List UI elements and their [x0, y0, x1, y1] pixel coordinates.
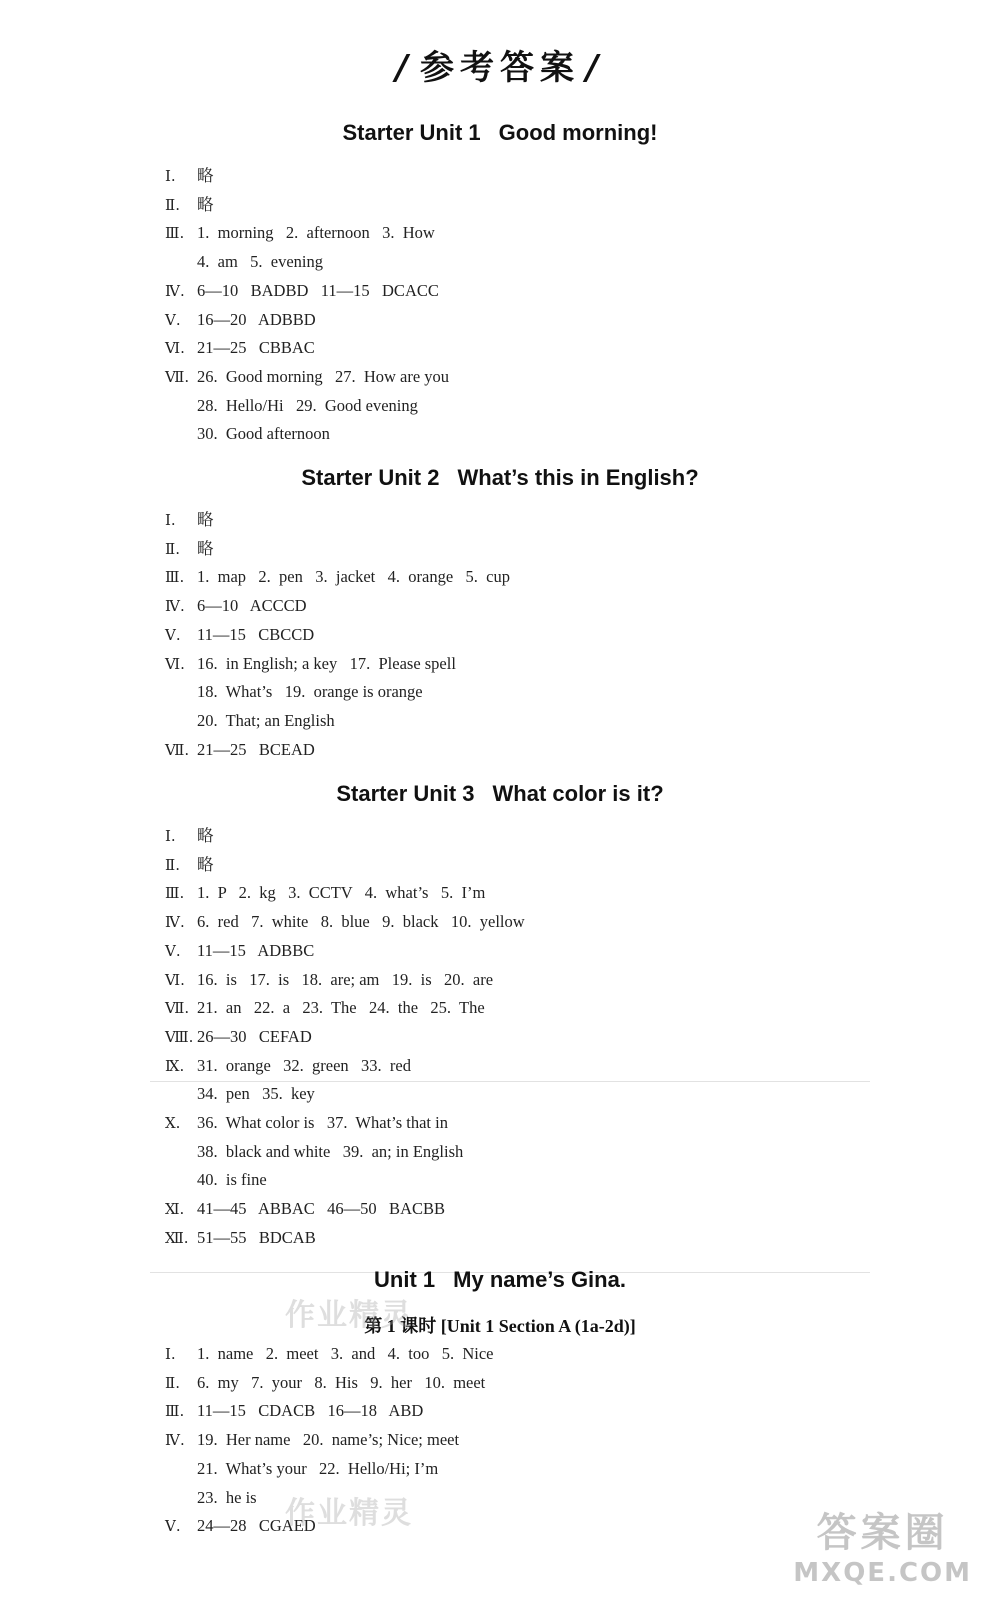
answer-line [165, 625, 314, 645]
answer-line [165, 970, 493, 990]
answer-line [165, 510, 214, 530]
answer-line [165, 654, 456, 674]
lesson-heading: 第 1 课时 [Unit 1 Section A (1a-2d)] [364, 1316, 636, 1336]
unit-heading-starter-1: Starter Unit 1 Good morning! [342, 120, 658, 145]
answer-text: 24—28 CGAED [197, 1516, 316, 1536]
answer-text: 1. name 2. meet 3. and 4. too 5. Nice [197, 1344, 494, 1363]
answer-line [165, 367, 449, 387]
question-number: Ⅶ. [165, 740, 190, 759]
answer-text: 18. What’s 19. orange is orange [197, 682, 423, 702]
answer-line [165, 252, 323, 272]
answer-text: 1. P 2. kg 3. CCTV 4. what’s 5. I’m [197, 883, 486, 903]
answer-text: 21—25 CBBAC [197, 338, 315, 358]
answer-text: 31. orange 32. green 33. red [197, 1055, 411, 1075]
question-number: Ⅰ. [165, 1345, 176, 1363]
question-number: Ⅵ. [165, 970, 185, 989]
answer-text: 1. morning 2. afternoon 3. How [197, 223, 435, 243]
answer-line [165, 1344, 493, 1364]
divider [150, 1081, 870, 1082]
answer-line [165, 424, 330, 444]
answer-line [165, 1142, 463, 1162]
answer-text: 26—30 CEFAD [197, 1026, 312, 1046]
question-number: Ⅳ. [165, 597, 185, 616]
question-number: Ⅲ. [165, 884, 185, 903]
answer-text: 6—10 BADBD 11—15 DCACC [197, 280, 439, 300]
question-number: Ⅻ. [165, 1228, 189, 1247]
answer-text: 16. in English; a key 17. Please spell [197, 653, 456, 673]
unit-heading-starter-3: Starter Unit 3 What color is it? [336, 781, 664, 806]
answer-line [165, 883, 485, 903]
answer-text: 1. map 2. pen 3. jacket 4. orange 5. cup [197, 567, 510, 587]
answer-text: 11—15 CBCCD [197, 624, 315, 644]
answer-line [165, 539, 214, 559]
question-number: Ⅵ. [165, 339, 185, 358]
question-number: Ⅴ. [165, 1517, 181, 1536]
answer-text: 4. am 5. evening [197, 252, 324, 272]
question-number: Ⅰ. [165, 167, 176, 185]
answer-line [165, 1084, 315, 1104]
answer-line [165, 1027, 312, 1047]
question-number: Ⅲ. [165, 1402, 185, 1421]
answer-text: 28. Hello/Hi 29. Good evening [197, 395, 418, 415]
answer-line [165, 596, 307, 616]
answer-text: 23. he is [197, 1487, 257, 1507]
answer-text: 40. is fine [197, 1170, 267, 1190]
answer-text: 略 [197, 538, 214, 558]
question-number: Ⅳ. [165, 913, 185, 932]
answer-text: 41—45 ABBAC 46—50 BACBB [197, 1199, 445, 1219]
answer-text: 26. Good morning 27. How are you [197, 366, 450, 386]
answer-text: 21. What’s your 22. Hello/Hi; I’m [197, 1458, 439, 1478]
question-number: Ⅹ. [165, 1114, 181, 1132]
answer-text: 38. black and white 39. an; in English [197, 1141, 464, 1161]
question-number: Ⅳ. [165, 1431, 185, 1450]
answer-line [165, 195, 214, 215]
question-number: Ⅱ. [165, 855, 180, 874]
watermark-text: 作业精灵 [285, 1496, 413, 1531]
question-number: Ⅰ. [165, 511, 176, 529]
answer-line [165, 1199, 445, 1219]
answer-line [165, 1113, 448, 1133]
question-number: Ⅰ. [165, 827, 176, 845]
question-number: Ⅲ. [165, 568, 185, 587]
answer-line [165, 711, 335, 731]
answer-text: 11—15 CDACB 16—18 ABD [197, 1401, 424, 1421]
answer-line [165, 1170, 267, 1190]
question-number: Ⅴ. [165, 941, 181, 960]
answer-text: 略 [197, 166, 214, 185]
question-number: Ⅱ. [165, 1373, 180, 1392]
answer-text: 16—20 ADBBD [197, 309, 316, 329]
answer-line [165, 1056, 411, 1076]
question-number: Ⅺ. [165, 1200, 185, 1219]
answer-line [165, 941, 314, 961]
answer-line [165, 281, 439, 301]
answer-line [165, 567, 510, 587]
question-number: Ⅱ. [165, 539, 180, 558]
question-number: Ⅶ. [165, 999, 190, 1018]
unit-heading-unit-1: Unit 1 My name’s Gina. [374, 1267, 626, 1292]
answer-text: 略 [197, 510, 214, 529]
answer-text: 21. an 22. a 23. The 24. the 25. The [197, 998, 485, 1018]
answer-line [165, 1459, 438, 1479]
answer-line [165, 223, 435, 243]
question-number: Ⅴ. [165, 310, 181, 329]
answer-line [165, 338, 315, 358]
answer-text: 6—10 ACCCD [197, 596, 307, 616]
question-number: Ⅱ. [165, 195, 180, 214]
answer-line [165, 826, 214, 846]
answer-line [165, 1401, 423, 1421]
answer-line [165, 740, 315, 760]
answer-line [165, 1228, 316, 1248]
question-number: Ⅲ. [165, 224, 185, 243]
watermark-text: 作业精灵 [285, 1298, 413, 1333]
question-number: Ⅶ. [165, 367, 190, 386]
answer-text: 30. Good afternoon [197, 424, 330, 444]
answer-line [165, 1373, 485, 1393]
answer-line [165, 396, 418, 416]
answer-text: 6. my 7. your 8. His 9. her 10. meet [197, 1372, 486, 1392]
question-number: Ⅴ. [165, 625, 181, 644]
site-logo-watermark: 答案圈 MXQE.COM [793, 1510, 972, 1588]
answer-text: 11—15 ADBBC [197, 940, 315, 960]
answer-text: 略 [197, 854, 214, 874]
answer-text: 6. red 7. white 8. blue 9. black 10. yellow [197, 912, 525, 932]
question-number: Ⅷ. [165, 1027, 194, 1046]
question-number: Ⅵ. [165, 654, 185, 673]
answer-line [165, 1488, 257, 1508]
question-number: Ⅸ. [165, 1056, 185, 1075]
answer-text: 略 [197, 194, 214, 214]
answer-line [165, 166, 214, 186]
answer-text: 36. What color is 37. What’s that in [197, 1113, 448, 1132]
answer-text: 21—25 BCEAD [197, 739, 315, 759]
page-title: / 参考答案 / [395, 48, 605, 88]
answer-line [165, 998, 485, 1018]
answer-line [165, 1430, 459, 1450]
answer-line [165, 912, 525, 932]
answer-line [165, 855, 214, 875]
answer-text: 20. That; an English [197, 710, 335, 730]
answer-text: 19. Her name 20. name’s; Nice; meet [197, 1430, 460, 1450]
answer-text: 34. pen 35. key [197, 1084, 315, 1104]
answer-text: 略 [197, 826, 214, 845]
answer-line [165, 682, 423, 702]
answer-text: 16. is 17. is 18. are; am 19. is 20. are [197, 969, 494, 989]
answer-line [165, 310, 316, 330]
answer-text: 51—55 BDCAB [197, 1227, 316, 1247]
question-number: Ⅳ. [165, 281, 185, 300]
unit-heading-starter-2: Starter Unit 2 What’s this in English? [301, 465, 699, 490]
